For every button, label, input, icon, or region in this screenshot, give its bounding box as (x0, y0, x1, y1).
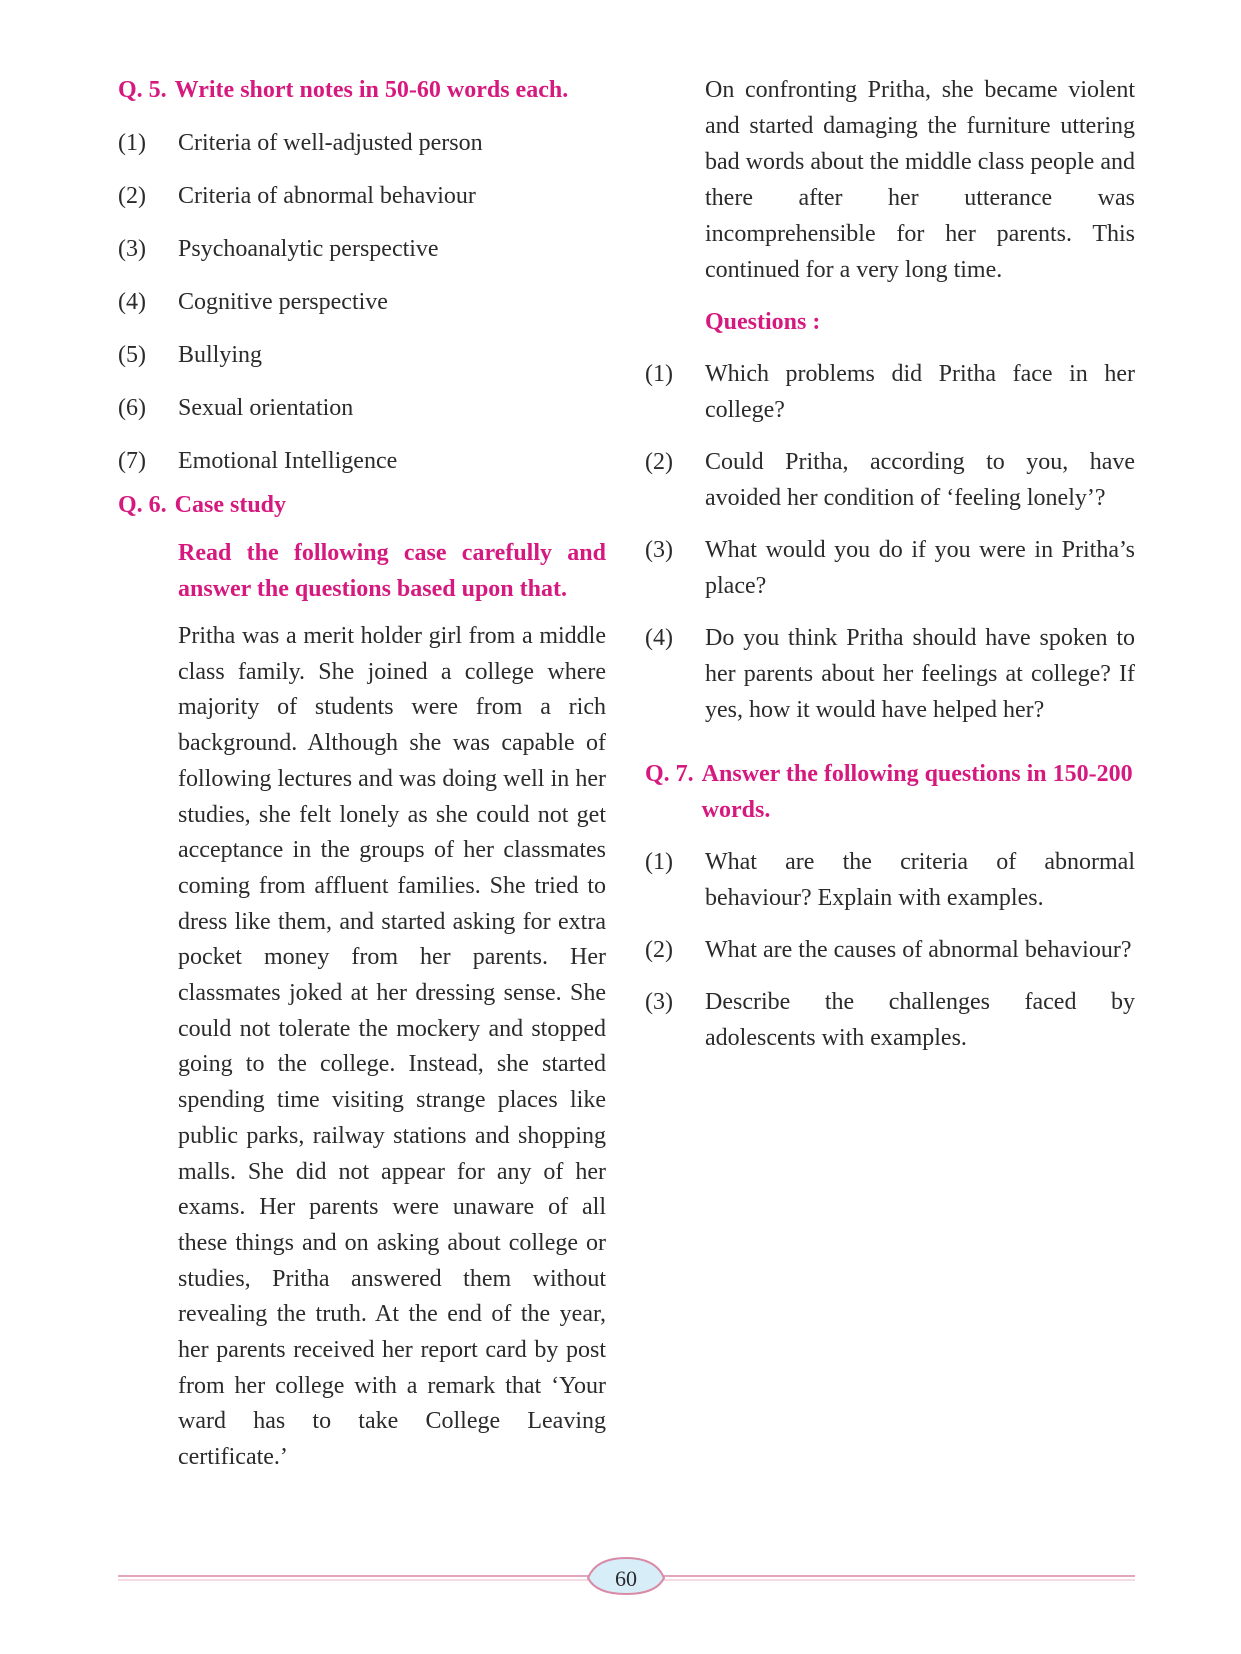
item-number: (3) (645, 989, 673, 1015)
page-number: 60 (615, 1566, 637, 1591)
item-number: (6) (118, 395, 146, 421)
item-number: (2) (645, 449, 673, 475)
q5-list (118, 125, 606, 479)
item-number: (1) (645, 849, 673, 875)
q5-number: Q. 5. (118, 77, 167, 103)
right-column (645, 72, 1135, 1056)
list-item (645, 932, 1135, 968)
list-item (645, 356, 1135, 428)
left-column (118, 72, 606, 1476)
list-item (645, 444, 1135, 516)
item-text: Bullying (178, 342, 263, 368)
case-study-continuation: On confronting Pritha, she became violent and started damaging the furniture uttering bad words about the middle class people and there after her utterance was incomprehensible for her parents. This continued for a very long time. (705, 77, 1135, 283)
list-item (118, 337, 606, 373)
list-item (118, 178, 606, 214)
item-number: (2) (645, 937, 673, 963)
page-footer (118, 1556, 1135, 1596)
item-text: What are the causes of abnormal behaviour? (705, 937, 1132, 963)
list-item (118, 284, 606, 320)
q6-heading (118, 487, 606, 523)
item-number: (4) (645, 625, 673, 651)
q7-title: Answer the following questions in 150-200 words. (701, 761, 1133, 823)
item-number: (4) (118, 289, 146, 315)
item-number: (2) (118, 183, 146, 209)
list-item (645, 532, 1135, 604)
item-text: Describe the challenges faced by adolescents with examples. (705, 989, 1135, 1051)
item-text: Emotional Intelligence (178, 448, 398, 474)
item-text: What are the criteria of abnormal behaviour? Explain with examples. (705, 849, 1135, 911)
list-item (645, 984, 1135, 1056)
item-text: Criteria of well-adjusted person (178, 130, 483, 156)
list-item (118, 125, 606, 161)
q5-heading (118, 72, 606, 108)
q6-title: Case study (174, 492, 287, 518)
item-number: (3) (118, 236, 146, 262)
case-study-passage: Pritha was a merit holder girl from a middle class family. She joined a college where majority of students were from a rich background. Although she was capable of following lectures and was doing well in her studies, she felt lonely as she could not get acceptance in the groups of her classmates coming from affluent families. She tried to dress like them, and started asking for extra pocket money from her parents. Her classmates joked at her dressing sense. She could not tolerate the mockery and stopped going to the college. Instead, she started spending time visiting strange places like public parks, railway stations and shopping malls. She did not appear for any of her exams. Her parents were unaware of all these things and on asking about college or studies, Pritha answered them without revealing the truth. At the end of the year, her parents received her report card by post from her college with a remark that ‘Your ward has to take College Leaving certificate.’ (178, 623, 606, 1471)
list-item (645, 844, 1135, 916)
list-item (118, 390, 606, 426)
item-text: Cognitive perspective (178, 289, 388, 315)
item-number: (1) (118, 130, 146, 156)
item-text: Sexual orientation (178, 395, 354, 421)
questions-heading: Questions : (705, 309, 821, 335)
item-text: Psychoanalytic perspective (178, 236, 439, 262)
item-text: Could Pritha, according to you, have avoided her condition of ‘feeling lonely’? (705, 449, 1135, 511)
footer-rule (118, 1556, 1135, 1596)
list-item (118, 231, 606, 267)
item-text: Criteria of abnormal behaviour (178, 183, 476, 209)
item-number: (1) (645, 361, 673, 387)
item-number: (5) (118, 342, 146, 368)
q6-number: Q. 6. (118, 492, 167, 518)
item-text: Which problems did Pritha face in her college? (705, 361, 1135, 423)
q5-title: Write short notes in 50-60 words each. (174, 77, 569, 103)
item-number: (7) (118, 448, 146, 474)
q6-instruction: Read the following case carefully and answer the questions based upon that. (178, 540, 606, 602)
list-item (118, 443, 606, 479)
item-text: What would you do if you were in Pritha’s place? (705, 537, 1135, 599)
item-number: (3) (645, 537, 673, 563)
q7-number: Q. 7. (645, 761, 694, 787)
item-text: Do you think Pritha should have spoken to her parents about her feelings at college? If yes, how it would have helped her? (705, 625, 1135, 723)
list-item (645, 620, 1135, 728)
q7-heading (645, 756, 1135, 828)
q7-list (645, 844, 1135, 1056)
case-questions-list (645, 356, 1135, 728)
